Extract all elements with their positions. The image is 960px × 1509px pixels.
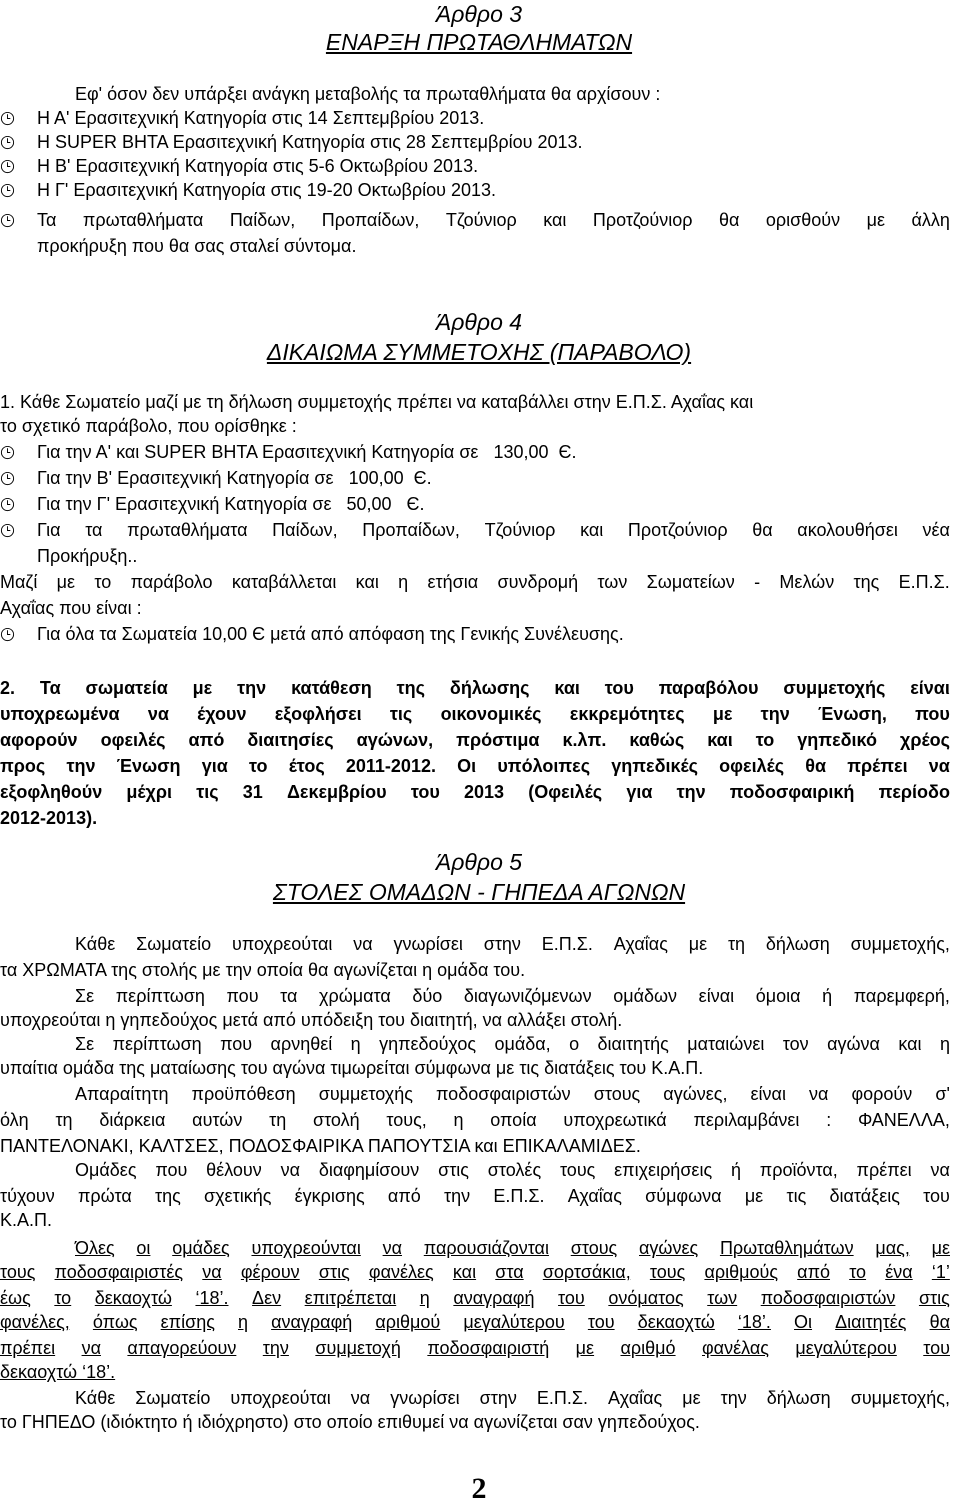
uniform-line: Κ.Α.Π.: [0, 1210, 53, 1230]
article-5-title: ΣΤΟΛΕΣ ΟΜΑΔΩΝ - ΓΗΠΕΔΑ ΑΓΩΝΩΝ: [272, 879, 686, 905]
uniform-line: υποχρεούται η γηπεδούχος μετά από υπόδειξη του διαιτητή, να αλλάξει στολή.: [0, 1010, 623, 1030]
uniform-line: υπαίτια ομάδα της ματαίωσης του αγώνα τιμωρείται σύμφωνα με τις διατάξεις του Κ.Α.Π.: [0, 1058, 704, 1078]
start-date-item: Η Γ' Ερασιτεχνική Κατηγορία στις 19-20 Οκτωβρίου 2013.: [37, 180, 497, 200]
clock-icon: [0, 212, 20, 233]
ground-line: Κάθε Σωματείο υποχρεούται να γνωρίσει στην Ε.Π.Σ. Αχαΐας με την δήλωση συμμετοχής,: [75, 1388, 950, 1408]
start-date-item: Η Β' Ερασιτεχνική Κατηγορία στις 5-6 Οκτωβρίου 2013.: [37, 156, 479, 176]
article-5-header: [0, 848, 958, 906]
obligations-line: προς την Ένωση για το έτος 2011-2012. Οι υπόλοιπες γηπεδικές οφειλές θα πρέπει να: [0, 756, 950, 776]
clock-icon: [0, 110, 20, 131]
clock-icon: [0, 470, 20, 491]
uniform-line: ΠΑΝΤΕΛΟΝΑΚΙ, ΚΑΛΤΣΕΣ, ΠΟΔΟΣΦΑΙΡΙΚΑ ΠΑΠΟΥΤΣΙΑ και ΕΠΙΚΑΛΑΜΙΔΕΣ.: [0, 1136, 641, 1156]
article-4-title: ΔΙΚΑΙΩΜΑ ΣΥΜΜΕΤΟΧΗΣ (ΠΑΡΑΒΟΛΟ): [266, 339, 692, 365]
uniform-line: τύχουν πρώτα της σχετικής έγκρισης από την Ε.Π.Σ. Αχαΐας σύμφωνα με τις διατάξεις του: [0, 1186, 950, 1206]
clock-icon: [0, 444, 20, 465]
youth-leagues-line-2: προκήρυξη που θα σας σταλεί σύντομα.: [37, 236, 357, 256]
article-5-heading: Άρθρο 5: [435, 849, 523, 875]
uniform-line: Ομάδες που θέλουν να διαφημίσουν στις στολές τους επιχειρήσεις ή προϊόντα, πρέπει να: [75, 1160, 950, 1180]
obligations-line: εξοφληθούν μέχρι τις 31 Δεκεμβρίου του 2013 (Οφειλές για την ποδοσφαιρική περίοδο: [0, 782, 950, 802]
obligations-line: 2. Τα σωματεία με την κατάθεση της δήλωσης και του παραβόλου συμμετοχής είναι: [0, 678, 950, 698]
fee-paragraph-line-2: το σχετικό παράβολο, που ορίσθηκε :: [0, 416, 297, 436]
uniform-line: Σε περίπτωση που τα χρώματα δύο διαγωνιζόμενων ομάδων είναι όμοια ή παρεμφερή,: [75, 986, 950, 1006]
obligations-line: υποχρεωμένα να έχουν εξοφλήσει τις οικονομικές εκκρεμότητες με την Ένωση, που: [0, 704, 950, 724]
article-4-heading: Άρθρο 4: [435, 309, 523, 335]
start-date-item: Η SUPER BHTA Ερασιτεχνική Κατηγορία στις 28 Σεπτεμβρίου 2013.: [37, 132, 583, 152]
annual-fee-line-1: Μαζί με το παράβολο καταβάλλεται και η ετήσια συνδρομή των Σωματείων - Μελών της Ε.Π.Σ.: [0, 572, 950, 592]
clock-icon: [0, 182, 20, 203]
page-number: 2: [471, 1472, 487, 1505]
annual-fee-item: Για όλα τα Σωματεία 10,00 Є μετά από απόφαση της Γενικής Συνέλευσης.: [37, 624, 624, 644]
uniform-line: Απαραίτητη προϋπόθεση συμμετοχής ποδοσφαιριστών στους αγώνες, είναι να φορούν σ': [75, 1084, 950, 1104]
clock-icon: [0, 522, 20, 543]
fee-item: Για την Γ' Ερασιτεχνική Κατηγορία σε 50,00 Є.: [37, 494, 425, 514]
numbers-rule-line: Όλες οι ομάδες υποχρεούνται να παρουσιάζονται στους αγώνες Πρωταθλημάτων μας, με: [75, 1238, 950, 1258]
clock-icon: [0, 134, 20, 155]
article-3-heading: Άρθρο 3: [435, 1, 523, 27]
uniform-line: όλη τη διάρκεια αυτών τη στολή τους, η οποία υποχρεωτικά περιλαμβάνει : ΦΑΝΕΛΛΑ,: [0, 1110, 950, 1130]
ground-line: το ΓΗΠΕΔΟ (ιδιόκτητο ή ιδιόχρηστο) στο οποίο επιθυμεί να αγωνίζεται σαν γηπεδούχος.: [0, 1412, 700, 1432]
youth-fee-line-2: Προκήρυξη..: [37, 546, 138, 566]
start-date-item: Η Α' Ερασιτεχνική Κατηγορία στις 14 Σεπτεμβρίου 2013.: [37, 108, 485, 128]
article-4-header: [0, 308, 958, 366]
fee-item: Για την Β' Ερασιτεχνική Κατηγορία σε 100,00 Є.: [37, 468, 432, 488]
numbers-rule-line: δεκαοχτώ ‘18’.: [0, 1362, 116, 1382]
obligations-line: 2012-2013).: [0, 808, 98, 828]
numbers-rule-line: φανέλες, όπως επίσης η αναγραφή αριθμού μεγαλύτερου του δεκαοχτώ ‘18’. Οι Διαιτητές θα: [0, 1312, 950, 1332]
article-3-intro: Εφ' όσον δεν υπάρξει ανάγκη μεταβολής τα πρωταθλήματα θα αρχίσουν :: [75, 84, 661, 104]
uniform-line: Κάθε Σωματείο υποχρεούται να γνωρίσει στην Ε.Π.Σ. Αχαΐας με τη δήλωση συμμετοχής,: [75, 934, 950, 954]
obligations-line: αφορούν οφειλές από διαιτησίες αγώνων, πρόστιμα κ.λπ. καθώς και το γηπεδικό χρέος: [0, 730, 950, 750]
numbers-rule-line: έως το δεκαοχτώ ‘18’. Δεν επιτρέπεται η αναγραφή του ονόματος των ποδοσφαιριστών στις: [0, 1288, 950, 1308]
fee-paragraph-line-1: 1. Κάθε Σωματείο μαζί με τη δήλωση συμμετοχής πρέπει να καταβάλλει στην Ε.Π.Σ. Αχαΐας και: [0, 392, 754, 412]
numbers-rule-line: πρέπει να απαγορεύουν την συμμετοχή ποδοσφαιριστή με αριθμό φανέλας μεγαλύτερου του: [0, 1338, 950, 1358]
article-3-header: [0, 0, 958, 56]
uniform-line: Σε περίπτωση που αρνηθεί η γηπεδούχος ομάδα, ο διαιτητής ματαιώνει τον αγώνα και η: [75, 1034, 950, 1054]
numbers-rule-line: τους ποδοσφαιριστές να φέρουν στις φανέλες και στα σορτσάκια, τους αριθμούς από το ένα ‘1’: [0, 1262, 950, 1282]
clock-icon: [0, 496, 20, 517]
youth-fee-line-1: Για τα πρωταθλήματα Παίδων, Προπαίδων, Τζούνιορ και Προτζούνιορ θα ακολουθήσει νέα: [37, 520, 950, 540]
fee-item: Για την Α' και SUPER BHTA Ερασιτεχνική Κατηγορία σε 130,00 Є.: [37, 442, 577, 462]
article-3-title: ΕΝΑΡΞΗ ΠΡΩΤΑΘΛΗΜΑΤΩΝ: [325, 29, 633, 55]
clock-icon: [0, 158, 20, 179]
youth-leagues-line-1: Τα πρωταθλήματα Παίδων, Προπαίδων, Τζούνιορ και Προτζούνιορ θα ορισθούν με άλλη: [37, 210, 950, 230]
annual-fee-line-2: Αχαΐας που είναι :: [0, 598, 142, 618]
uniform-line: τα ΧΡΩΜΑΤΑ της στολής με την οποία θα αγωνίζεται η ομάδα του.: [0, 960, 526, 980]
clock-icon: [0, 626, 20, 647]
